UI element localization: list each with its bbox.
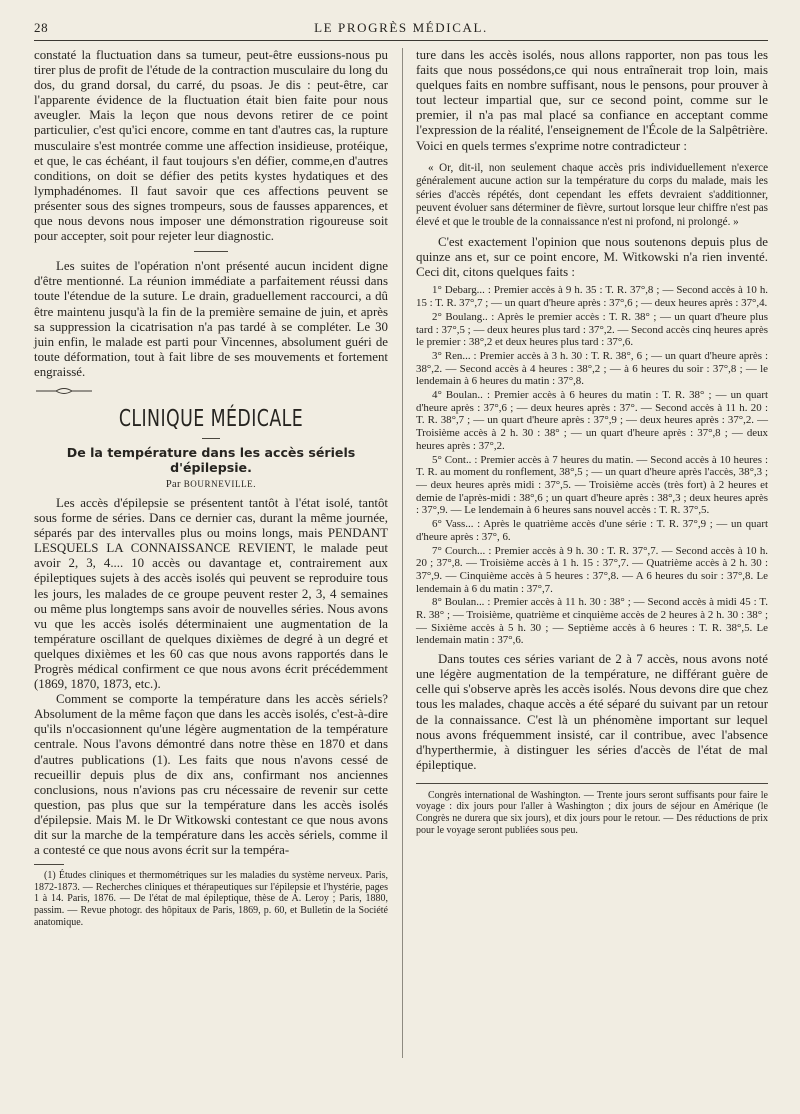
- opening-paragraph: constaté la fluctuation dans sa tumeur, peut-être eussions-nous pu tirer plus de profit de l'étude de la contraction musculaire du long du dos, du grand dorsal, du carré, du psoas. Je dis : peut-être, car l'apparente évidence de la fluctuation était bien faite pour nous aveugler. Mais la leçon que nous devons retirer de ce point particulier, c'est qu'ici encore, comme en tant d'autres cas, la rupture musculaire s'est montrée comme une affection insidieuse, protéique, et que, le cas échéant, il faut toujours s'en défier, comme,en d'autres conditions, on doit se défier des petits kystes hydatiques et des lymphadénomes. Il faut savoir que ces affections peuvent se présenter sous des signes trompeurs, sous de fausses apparences, et que nous devons nous imposer une démonstration rigoureuse soit pour accepter, soit pour rejeter leur diagnostic.: [34, 48, 388, 244]
- ornament-separator: [34, 386, 94, 396]
- paragraph: Dans toutes ces séries variant de 2 à 7 accès, nous avons noté une légère augmentation de la température, ne différant guère de celle qui s'observe après les accès isolés. Nous devons dire que chez tous les malades, chaque accès a été séparé du suivant par un retour de la connaissance. C'est là un phénomène important sur lequel nous avons fréquemment insisté, car il contribue, avec l'absence d'hyperthermie, à distinguer les séries d'accès de l'état de mal épileptique.: [416, 652, 768, 772]
- case-entry: 4° Boulan.. : Premier accès à 6 heures du matin : T. R. 38° ; — un quart d'heure après : 37°,6 ; — deux heures après : 37°. — Second accès à 11 h. 20 : T. R. 38°,7 ; — un quart d'heure après : 37°,9 ; — deux heures après : 37°,2. — Troisième accès à 2 h. 30 : 38° ; — un quart d'heure après : 37°,8 ; — deux heures après : 37°,2.: [416, 389, 768, 452]
- paragraph: C'est exactement l'opinion que nous soutenons depuis plus de quinze ans et, sur ce point encore, M. Witkowski n'a rien inventé. Ceci dit, citons quelques faits :: [416, 235, 768, 280]
- notice-rule: [416, 783, 768, 784]
- right-column: [416, 48, 768, 836]
- page-number: 28: [34, 20, 49, 35]
- case-entry: 2° Boulang.. : Après le premier accès : T. R. 38° ; — un quart d'heure plus tard : 37°,5 ; — deux heures plus tard : 37°,2. — Second accès cinq heures après le premier : 38°,2 et deux heures plus tard : 37°,6.: [416, 310, 768, 349]
- case-entry: 8° Boulan... : Premier accès à 11 h. 30 : 38° ; — Second accès à midi 45 : T. R. 38° ; — Troisième, quatrième et cinquième accès de 2 heures à 2 h. 30 : 38° ; — Sixième accès à 5 h. 30 ; — Septième accès à 6 heures : T. R. 38°,5. Le lendemain matin : 37°,6.: [416, 596, 768, 647]
- quotation: « Or, dit-il, non seulement chaque accès pris individuellement n'exerce généralement aucune action sur la température du corps du malade, mais les séries d'accès répétés, dont cependant les effets devraient s'additionner, peuvent évoluer sans déterminer de fièvre, surtout lorsque leur chiffre n'est pas élevé et que le trouble de la connaissance n'est ni profond, ni prolongé. »: [416, 161, 768, 228]
- separator-rule: [202, 438, 220, 439]
- case-entry: 6° Vass... : Après le quatrième accès d'une série : T. R. 37°,9 ; — un quart d'heure après : 37°, 6.: [416, 518, 768, 543]
- case-entry: 1° Debarg... : Premier accès à 9 h. 35 : T. R. 37°,8 ; — Second accès à 10 h. 15 : T. R. 37°,7 ; — un quart d'heure après : 37°,6 ; — deux heures après : 37°,4.: [416, 284, 768, 310]
- footnote-rule: [34, 864, 64, 865]
- column-divider: [402, 48, 403, 1058]
- opening-paragraph: ture dans les accès isolés, nous allons rapporter, non pas tous les faits que nous possédons,ce qui nous entraînerait trop loin, mais quelques faits en nombre suffisant, nous le pensons, pour prouver à tout lecteur impartial que, sur ce second point, comme sur le premier, il n'a pas mal placé sa confiance en acceptant comme l'expression de la réalité, l'enseignement de l'École de la Salpêtrière. Voici en quels termes s'exprime notre contradicteur :: [416, 48, 768, 153]
- byline: [34, 479, 388, 490]
- paragraph: Les accès d'épilepsie se présentent tantôt à l'état isolé, tantôt sous forme de séries. Dans ce dernier cas, durant la même journée, séparés par des intervalles plus ou moins longs, mais PENDANT LESQUELS LA CONNAISSANCE REVIENT, le malade peut avoir 2, 3, 4.... 10 accès ou davantage et, contrairement aux épileptiques sujets à des accès isolés qui peuvent se reproduire tous les jours, les malades de ce groupe peuvent rester 2, 3, 4 semaines ou même plus longtemps sans avoir de nouvelles séries. Nous avons vu que les accès isolés déterminaient une augmentation de la température oscillant de quelques dixièmes de degré à un degré et quelques dixièmes et les 60 cas que nous avons rapportés dans le Progrès médical confirment ce que nous avons écrit précédemment (1869, 1870, 1873, etc.).: [34, 495, 388, 692]
- byline-prefix: Par: [165, 478, 181, 490]
- separator-rule: [194, 251, 228, 252]
- case-entry: 3° Ren... : Premier accès à 3 h. 30 : T. R. 38°, 6 ; — un quart d'heure après : 38°,2. — Second accès à 4 heures : 38°,2 ; — à 6 heures du soir : 37°,8 ; — le lendemain à 6 heures du matin : 37°,8.: [416, 349, 768, 388]
- case-entry: 5° Cont.. : Premier accès à 7 heures du matin. — Second accès à 10 heures : T. R. au moment du ronflement, 38°,5 ; — un quart d'heure après l'accès, 38°,3 ; — deux heures après midi : 37°,5. — Troisième accès (très fort) à 2 heures et demie de l'après-midi : 38°,6 ; un quart d'heure après : 38°,3 ; deux heures après : 37°,9. — Le lendemain à 6 heures sans nouvel accès : T. R. 37°,5.: [416, 453, 768, 517]
- left-column: [34, 48, 388, 928]
- case-entry: 7° Courch... : Premier accès à 9 h. 30 : T. R. 37°,7. — Second accès à 10 h. 20 ; 37°,8. — Troisième accès à 1 h. 15 : 37°,7. — Quatrième accès à 2 h. 30 : 37°,9. — Cinquième accès à 5 heures : 37°,8. — A 6 heures du soir : 37°,8. Le lendemain à 6 du matin : 37°,7.: [416, 544, 768, 595]
- notice: Congrès international de Washington. — Trente jours seront suffisants pour faire le voyage : dix jours pour l'aller à Washington ; dix jours de séjour en Amérique (le Congrès ne durera que six jours), et dix jours pour le retour. — Des réductions de prix pour le voyage seront publiées sous peu.: [416, 789, 768, 836]
- footnote: (1) Études cliniques et thermométriques sur les maladies du système nerveux. Paris, 1872-1873. — Recherches cliniques et thérapeutiques sur l'épilepsie et l'hystérie, pages 1 à 14. Paris, 1876. — De l'état de mal épileptique, thèse de A. Leroy ; Paris, 1880, passim. — Revue photogr. des hôpitaux de Paris, 1869, p. 60, et Bulletin de la Société anatomique.: [34, 870, 388, 928]
- section-title: CLINIQUE MÉDICALE: [118, 405, 304, 432]
- paragraph: Les suites de l'opération n'ont présenté aucun incident digne d'être mentionné. La réunion immédiate a parfaitement réussi dans toute l'étendue de la suture. Le drain, graduellement raccourci, a dû être maintenu jusqu'à la fin de la première semaine de juin, et après sa suppression la cicatrisation n'a pas tardé à se compléter. Le 30 juin enfin, le malade est parti pour Vincennes, absolument guéri de toute déformation, tout à fait libre de ses mouvements et fortement engraissé.: [34, 259, 388, 379]
- article-title: De la température dans les accès sériels d'épilepsie.: [66, 444, 356, 475]
- running-header: [34, 20, 768, 41]
- byline-author: BOURNEVILLE.: [183, 478, 257, 489]
- journal-title: LE PROGRÈS MÉDICAL.: [314, 20, 488, 35]
- paragraph: Comment se comporte la température dans les accès sériels? Absolument de la même façon que dans les accès isolés, c'est-à-dire qu'ils n'occasionnent qu'une légère augmentation de la température centrale. Nous l'avons démontré dans notre thèse en 1870 et dans d'autres publications (1). Les faits que nous n'avons cessé de recueillir depuis plus de dix ans, confirmant nos anciennes conclusions, nous n'avions pas cru nécessaire de revenir sur cette question, pas plus que sur la température dans les accès isolés d'épilepsie. Mais M. le Dr Witkowski contestant ce que nous avons dit sur la marche de la température dans les accès sériels, comme il a contesté ce que nous avons écrit sur la tempéra-: [34, 692, 388, 858]
